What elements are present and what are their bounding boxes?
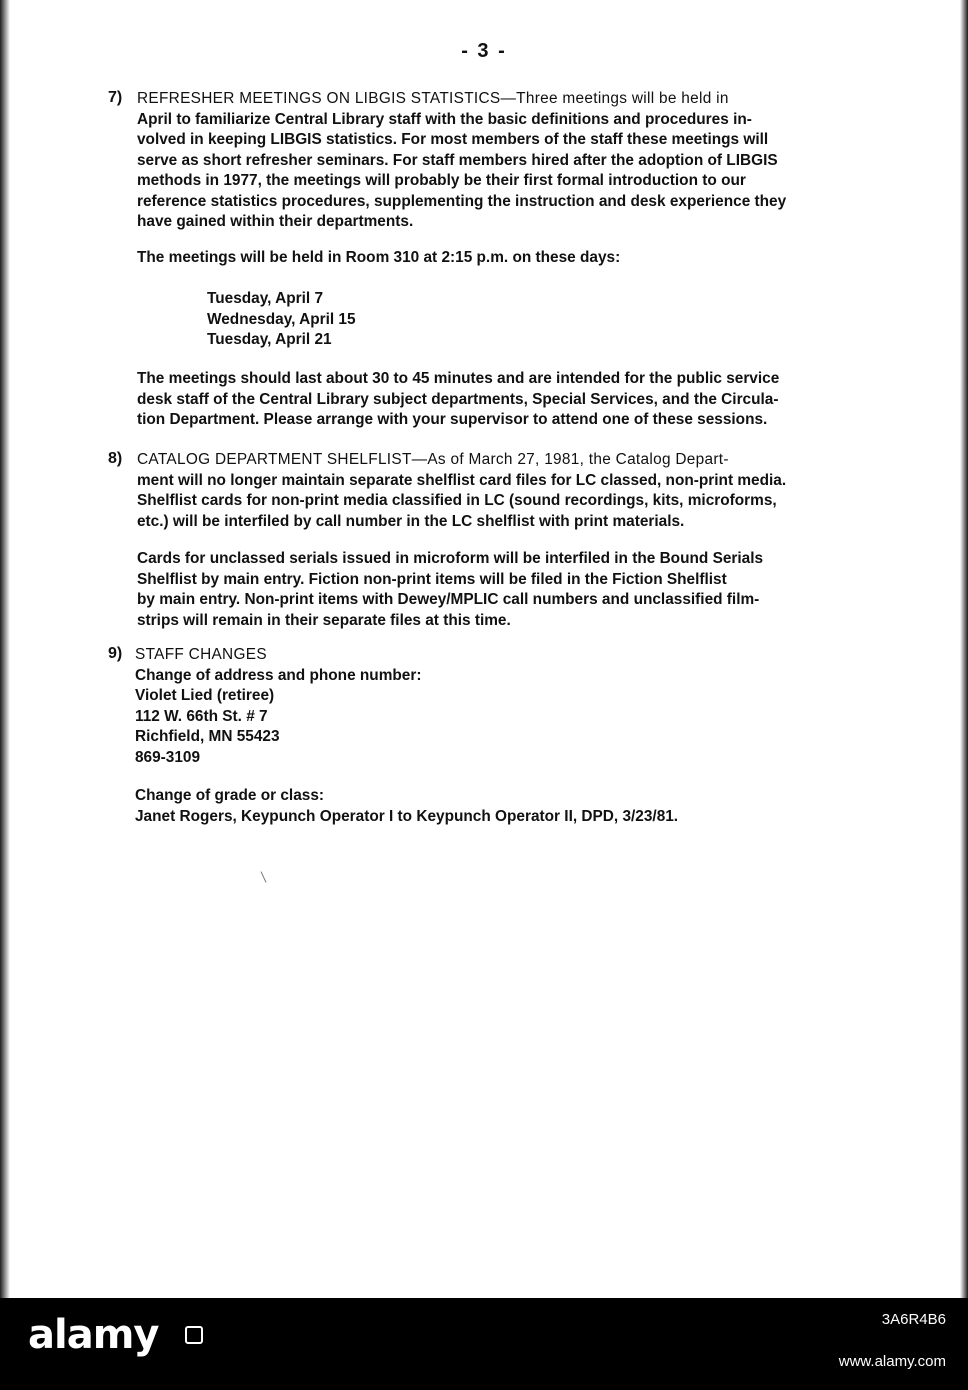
item-8-second-paragraph <box>137 549 827 631</box>
scan-edge-left <box>0 0 10 1298</box>
address-line: Violet Lied (retiree) <box>135 687 275 704</box>
meeting-day: Tuesday, April 21 <box>207 331 332 348</box>
paragraph-line: The meetings should last about 30 to 45 minutes and are intended for the public service <box>137 370 780 387</box>
paragraph-line: volved in keeping LIBGIS statistics. For most members of the staff these meetings will <box>137 131 769 148</box>
paragraph-line: April to familiarize Central Library staff with the basic definitions and procedures in- <box>137 110 752 128</box>
paragraph-line: CATALOG DEPARTMENT SHELFLIST—As of March 27, 1981, the Catalog Depart- <box>137 451 729 468</box>
paragraph-line: by main entry. Non-print items with Dewey/MPLIC call numbers and unclassified film- <box>137 591 760 608</box>
section-heading: STAFF CHANGES <box>135 646 267 663</box>
paragraph-line: desk staff of the Central Library subject departments, Special Services, and the Circula- <box>137 390 779 408</box>
brand-logo: alamy <box>28 1312 159 1358</box>
logo-square-icon <box>185 1326 203 1344</box>
address-line: 869-3109 <box>135 748 201 766</box>
item-8-number: 8) <box>108 450 123 467</box>
address-line: Richfield, MN 55423 <box>135 728 280 745</box>
paragraph-line: etc.) will be interfiled by call number in the LC shelflist with print materials. <box>137 512 685 530</box>
grade-change-section <box>135 786 678 827</box>
paragraph-line: have gained within their departments. <box>137 213 414 230</box>
address-label: Change of address and phone number: <box>135 666 422 684</box>
item-7-number: 7) <box>108 89 123 106</box>
paragraph-line: serve as short refresher seminars. For staff members hired after the adoption of LIBGIS <box>137 151 778 169</box>
meeting-day: Tuesday, April 7 <box>207 290 324 307</box>
item-7-closing <box>137 369 827 431</box>
paragraph-line: Cards for unclassed serials issued in microform will be interfiled in the Bound Serials <box>137 550 764 567</box>
meeting-day: Wednesday, April 15 <box>207 310 356 328</box>
grade-line: Janet Rogers, Keypunch Operator I to Keypunch Operator II, DPD, 3/23/81. <box>135 807 679 825</box>
item-9-number: 9) <box>108 645 123 662</box>
grade-label: Change of grade or class: <box>135 787 325 804</box>
meeting-days <box>207 289 356 351</box>
image-id: 3A6R4B6 <box>881 1311 946 1328</box>
stray-mark <box>261 871 267 882</box>
page-number: - 3 - <box>461 40 507 62</box>
paragraph-line: methods in 1977, the meetings will probably be their first formal introduction to our <box>137 172 746 189</box>
site-url: www.alamy.com <box>838 1353 946 1370</box>
paragraph-line: reference statistics procedures, supplementing the instruction and desk experience they <box>137 192 787 210</box>
meeting-intro: The meetings will be held in Room 310 at 2:15 p.m. on these days: <box>137 249 621 266</box>
paragraph-line: Shelflist by main entry. Fiction non-print items will be filed in the Fiction Shelflist <box>137 570 727 588</box>
paragraph-line: ment will no longer maintain separate shelflist card files for LC classed, non-print media. <box>137 471 787 489</box>
paragraph-line: REFRESHER MEETINGS ON LIBGIS STATISTICS—Three meetings will be held in <box>137 90 729 107</box>
staff-changes-section <box>135 645 421 768</box>
paragraph-line: tion Department. Please arrange with your supervisor to attend one of these sessions. <box>137 411 768 428</box>
scan-edge-right <box>960 0 968 1298</box>
paragraph-line: Shelflist cards for non-print media classified in LC (sound recordings, kits, microforms, <box>137 492 777 509</box>
item-7-paragraph <box>137 89 827 233</box>
item-8-paragraph <box>137 450 827 532</box>
address-line: 112 W. 66th St. # 7 <box>135 707 268 725</box>
paragraph-line: strips will remain in their separate files at this time. <box>137 611 511 629</box>
